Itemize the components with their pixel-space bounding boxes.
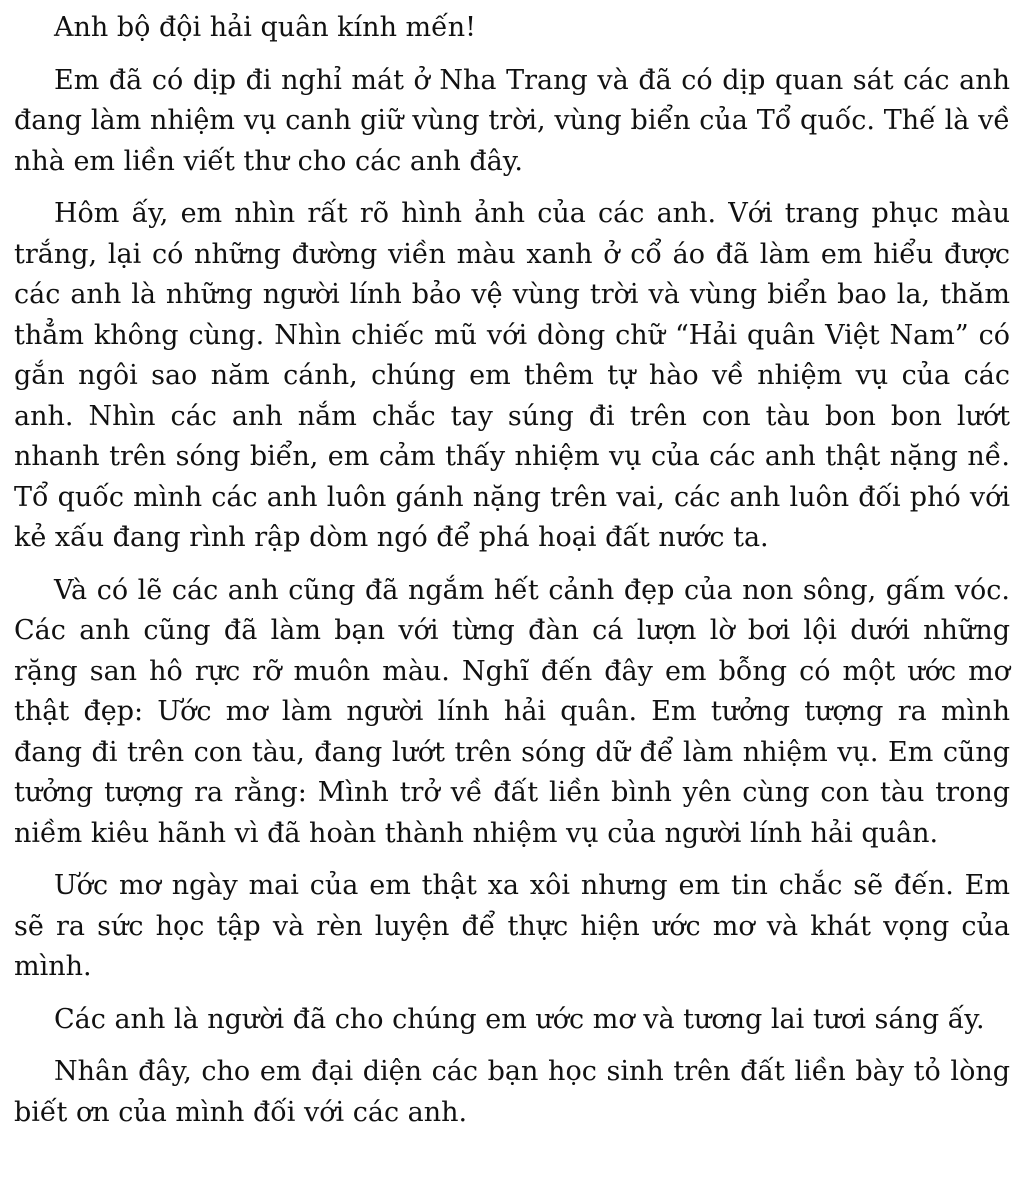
paragraph-gratitude: Nhân đây, cho em đại diện các bạn học sinh trên đất liền bày tỏ lòng biết ơn của mình đối với các anh. — [14, 1056, 1010, 1128]
paragraph-navy-dream: Và có lẽ các anh cũng đã ngắm hết cảnh đẹp của non sông, gấm vóc. Các anh cũng đã làm bạn với từng đàn cá lượn lờ bơi lội dưới những rặng san hô rực rỡ muôn màu. Nghĩ đến đây em bỗng có một ước mơ thật đẹp: Ước mơ làm người lính hải quân. Em tưởng tượng ra mình đang đi trên con tàu, đang lướt trên sóng dữ để làm nhiệm vụ. Em cũng tưởng tượng ra rằng: Mình trở về đất liền bình yên cùng con tàu trong niềm kiêu hãnh vì đã hoàn thành nhiệm vụ của người lính hải quân. — [14, 574, 1010, 849]
letter-greeting: Anh bộ đội hải quân kính mến! — [54, 12, 476, 43]
paragraph-future-dream: Ước mơ ngày mai của em thật xa xôi nhưng em tin chắc sẽ đến. Em sẽ ra sức học tập và rèn luyện để thực hiện ước mơ và khát vọng của mình. — [14, 870, 1010, 982]
paragraph-bright-future: Các anh là người đã cho chúng em ước mơ và tương lai tươi sáng ấy. — [54, 1003, 985, 1035]
paragraph-nha-trang-visit: Em đã có dịp đi nghỉ mát ở Nha Trang và đã có dịp quan sát các anh đang làm nhiệm vụ canh giữ vùng trời, vùng biển của Tổ quốc. Thế là về nhà em liền viết thư cho các anh đây. — [14, 64, 1010, 177]
paragraph-navy-uniform: Hôm ấy, em nhìn rất rõ hình ảnh của các anh. Với trang phục màu trắng, lại có những đường viền màu xanh ở cổ áo đã làm em hiểu được các anh là những người lính bảo vệ vùng trời và vùng biển bao la, thăm thẳm không cùng. Nhìn chiếc mũ với dòng chữ “Hải quân Việt Nam” có gắn ngôi sao năm cánh, chúng em thêm tự hào về nhiệm vụ của các anh. Nhìn các anh nắm chắc tay súng đi trên con tàu bon bon lướt nhanh trên sóng biển, em cảm thấy nhiệm vụ của các anh thật nặng nề. Tổ quốc mình các anh luôn gánh nặng trên vai, các anh luôn đối phó với kẻ xấu đang rình rập dòm ngó để phá hoại đất nước ta. — [14, 198, 1010, 553]
